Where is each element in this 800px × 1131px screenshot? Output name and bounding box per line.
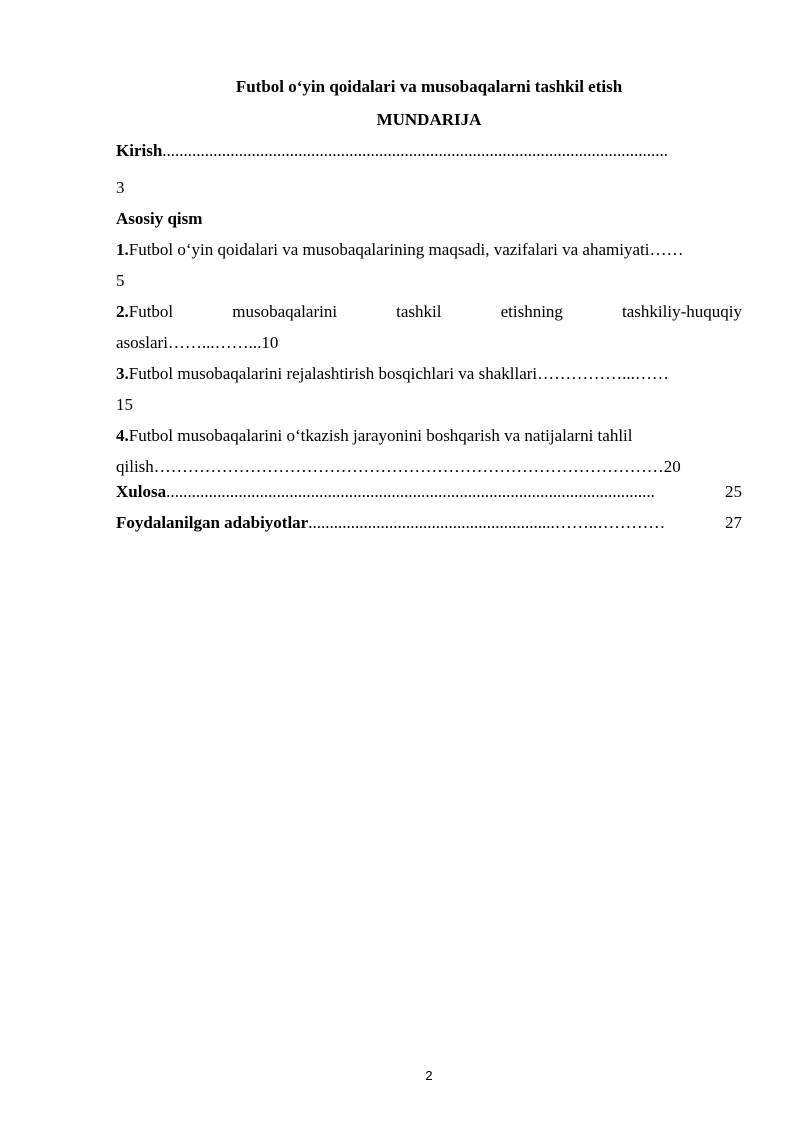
toc-entry-4-line2: qilish………………………………………………………………………………20 <box>116 457 681 476</box>
toc-entry-3-line <box>116 358 742 389</box>
toc-entry-4-text: Futbol musobaqalarini o‘tkazish jarayonini boshqarish va natijalarni tahlil <box>128 426 633 445</box>
document-title: Futbol o‘yin qoidalari va musobaqalarni tashkil etish <box>235 77 623 96</box>
toc-entry-2-line1 <box>116 296 742 327</box>
toc-entry-2-word-5: tashkiliy-huquqiy <box>622 302 742 321</box>
toc-entry-conclusion-label: Xulosa <box>116 482 167 501</box>
toc-entry-1 <box>116 234 742 296</box>
toc-entry-references-leader: ..........................................................……..………… <box>308 513 666 532</box>
toc-heading: MUNDARIJA <box>376 110 482 129</box>
toc-entry-3-page: 15 <box>116 395 133 414</box>
toc-entry-4-number: 4. <box>116 426 129 445</box>
toc-entry-2-word-2: musobaqalarini <box>232 302 338 321</box>
toc-entry-4 <box>116 420 742 482</box>
toc-entry-intro-label: Kirish <box>116 141 163 160</box>
toc-section-main: Asosiy qism <box>116 209 203 228</box>
toc-entry-references-label: Foydalanilgan adabiyotlar <box>116 513 309 532</box>
toc-entry-2-line2: asoslari……...……...10 <box>116 333 279 352</box>
toc-entry-intro <box>116 141 742 172</box>
toc-entry-3-text: Futbol musobaqalarini rejalashtirish bosqichlari va shakllari……………...…… <box>128 364 669 383</box>
toc-entry-2-number: 2. <box>116 302 129 321</box>
toc-entry-1-page: 5 <box>116 271 125 290</box>
toc-entry-2 <box>116 296 742 358</box>
toc-entry-intro-page: 3 <box>116 178 125 197</box>
toc-entry-conclusion-leader: ................................................................................................................... <box>166 482 655 501</box>
toc-entry-1-text: Futbol o‘yin qoidalari va musobaqalarining maqsadi, vazifalari va ahamiyati…… <box>128 240 684 259</box>
toc-entry-conclusion <box>116 482 742 513</box>
toc-entry-2-word-1: 2.Futbol <box>116 302 174 321</box>
toc-entry-1-line <box>116 234 742 265</box>
toc-entry-intro-leader: ....................................................................................................................... <box>162 141 669 160</box>
page-number: 2 <box>425 1068 433 1083</box>
toc-entry-3-number: 3. <box>116 364 129 383</box>
table-of-contents <box>116 141 742 544</box>
toc-entry-2-word-3: tashkil <box>396 302 442 321</box>
toc-entry-4-line <box>116 420 742 451</box>
toc-entry-1-number: 1. <box>116 240 129 259</box>
toc-entry-3 <box>116 358 742 420</box>
toc-entry-references <box>116 513 742 544</box>
toc-entry-conclusion-page: 25 <box>725 482 742 501</box>
toc-entry-references-page: 27 <box>725 513 742 532</box>
toc-entry-2-word-4: etishning <box>500 302 563 321</box>
